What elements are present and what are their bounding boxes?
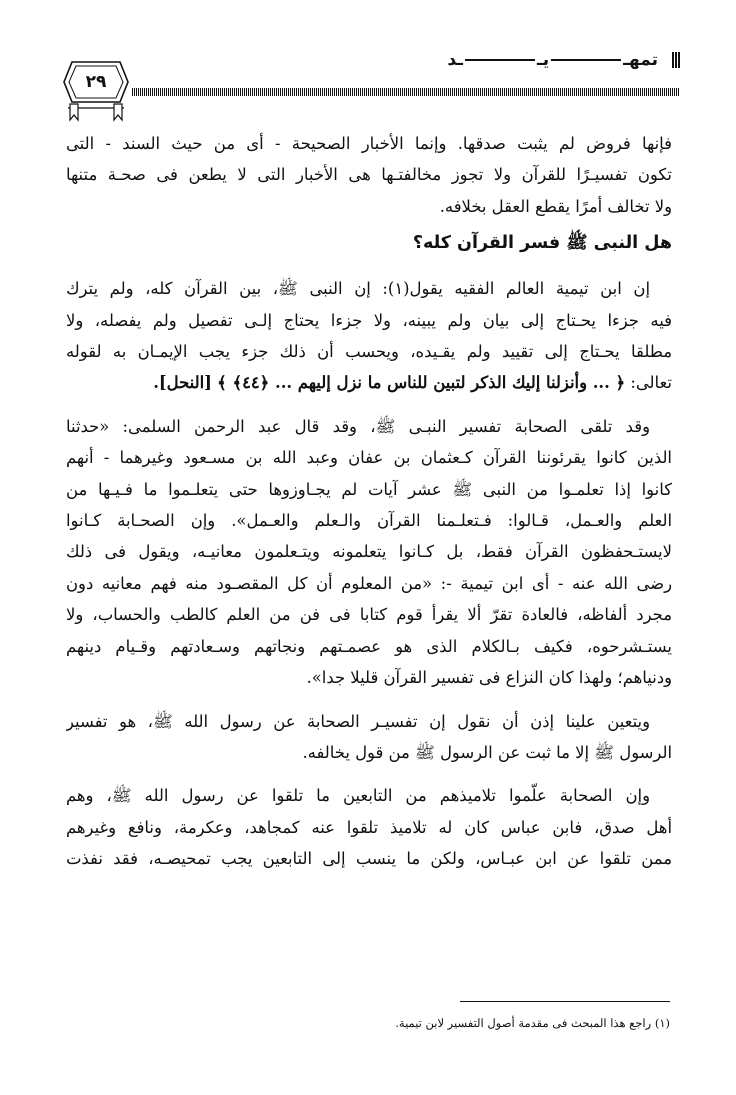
text-line: ممن تلقوا عن ابن عبـاس، ولكن ما ينسب إلى التابعين يجب تمحيصـه، فقد نفذت [66, 849, 672, 869]
title-tatweel [465, 59, 535, 61]
verse-intro: تعالى: [630, 373, 672, 393]
paragraph-2 [66, 273, 672, 399]
text-line: رضى الله عنه - أى ابن تيمية -: «من المعلوم أن كل المقصـود منه فهم معانيه دون [66, 573, 672, 593]
verse-source: [النحل]. [153, 373, 212, 393]
page-body [66, 128, 672, 875]
header-ornament-icon [672, 52, 680, 68]
text-line: ولا تخالف أمرًا يقطع العقل بخلافه. [439, 196, 672, 216]
text-line: لايستـحفظون القرآن فقط، بل كـانوا يتعلمونه ويتـعلمون معانيـه، ويقول فى ذلك [66, 542, 672, 562]
title-tatweel [551, 59, 621, 61]
badge-frame-icon [62, 58, 130, 126]
text-line: تكون تفسيـرًا للقرآن ولا تجوز مخالفتـها هى الأخبار التى لا يطعن فى صحـة متنها [66, 165, 672, 185]
text-line: وقد تلقى الصحابة تفسير النبـى ﷺ، وقد قال عبد الرحمن السلمى: «حدثنا [66, 416, 650, 436]
paragraph-1 [66, 128, 672, 222]
section-heading: هل النبى ﷺ فسر القرآن كله؟ [412, 233, 672, 254]
text-line: الذين كانوا يقرئوننا القرآن كـعثمان بن عفان وعبد الله بن مسـعود وغيرهما - أنهم [66, 448, 672, 468]
text-line: وإن الصحابة علّموا تلاميذهم من التابعين ما تلقوا عن رسول الله ﷺ، وهم [66, 786, 650, 806]
page-number: ٢٩ [85, 72, 107, 92]
header-rule [132, 88, 680, 96]
text-line: مطلقا يحـتاج إلى تقييد ولم يقـيده، ويحسب أن ذلك جزء يجب الإيمـان به لقوله [66, 342, 672, 362]
text-line: فإنها فروض لم يثبت صدقها. وإنما الأخبار الصحيحة - أى من حيث السند - التى [66, 134, 672, 153]
paragraph-3 [66, 411, 672, 694]
text-line: فيه جزءا يحـتاج إلى بيان ولم يبينه، ولا جزءا يحتاج إلـى تفصيل ولم يفصله، ولا [66, 310, 672, 330]
paragraph-5 [66, 780, 672, 874]
footnote-rule [460, 1001, 670, 1002]
chapter-title: تمهـيــد [447, 50, 658, 70]
text-line: العلم والعـمل، قـالوا: فـتعلـمنا القرآن والـعلم والعـمل». وإن الصحـابة كـانوا [66, 511, 672, 531]
page-number-badge [62, 58, 130, 126]
text-line: يستـشرحوه، فكيف بـالكلام الذى هو عصمـتهم ونجاتهم وسـعادتهم وقـيام دينهم [66, 636, 672, 656]
footnote: (١) راجع هذا المبحث فى مقدمة أصول التفسير لابن تيمية. [395, 1016, 670, 1030]
verse-line [66, 367, 672, 398]
text-line: الرسول ﷺ إلا ما ثبت عن الرسول ﷺ من قول يخالفه. [302, 742, 672, 762]
text-line: أهل صدق، فابن عباس كان له تلاميذ تلقوا عنه كمجاهد، وعكرمة، ونافع وغيرهم [66, 817, 672, 837]
text-line: كانوا إذا تعلمـوا من النبى ﷺ عشر آيات لم يجـاوزوها حتى يتعلـموا ما فـيـها من [66, 479, 672, 499]
text-line: ويتعين علينا إذن أن نقول إن تفسيـر الصحابة عن رسول الله ﷺ، هو تفسير [66, 711, 650, 731]
text-line: ودنياهم؛ ولهذا كان النزاع فى تفسير القرآن قليلا جدا». [306, 668, 672, 688]
paragraph-4 [66, 706, 672, 769]
quran-verse: ﴿ ... وأنزلنا إليك الذكر لتبين للناس ما نزل إليهم ... ﴿٤٤﴾ ﴾ [217, 373, 626, 393]
page-header [60, 40, 680, 110]
text-line: مجرد ألفاظه، فالعادة تقرّ ألا يقرأ قوم كتابا فى فن من العلم كالطب والحساب، ولا [66, 605, 672, 625]
text-line: إن ابن تيمية العالم الفقيه يقول(١): إن النبى ﷺ، بين القرآن كله، ولم يترك [66, 279, 650, 299]
